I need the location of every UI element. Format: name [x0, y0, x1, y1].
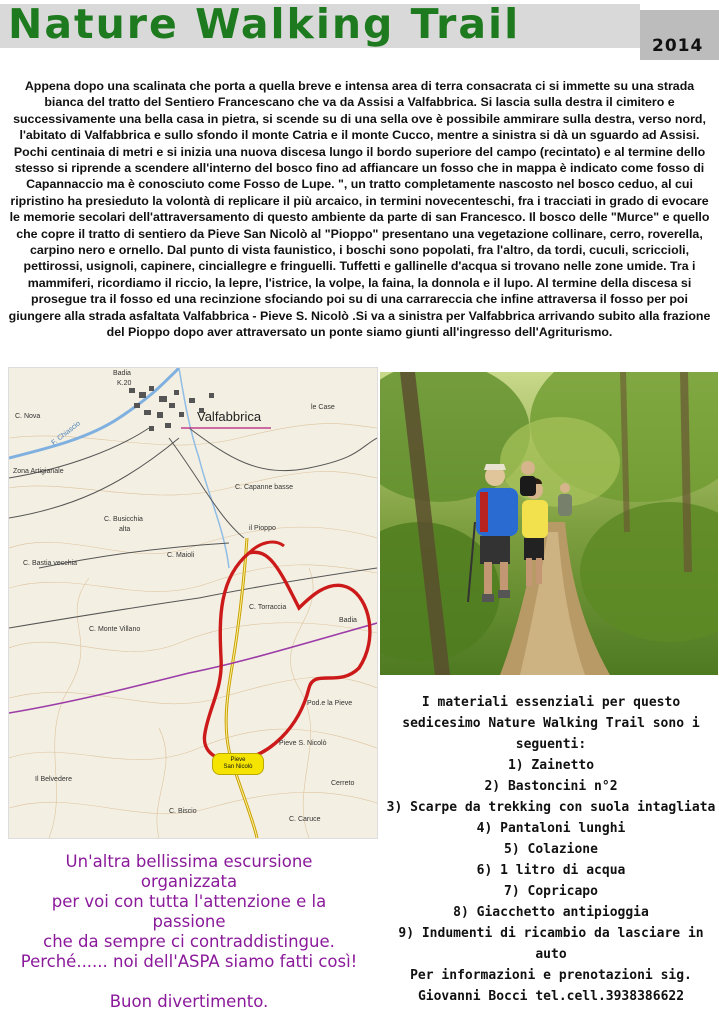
materials-list	[384, 692, 718, 1007]
map-town-label: Valfabbrica	[197, 409, 262, 424]
map-label-k20: K.20	[117, 380, 132, 387]
map-label-pieve: Pod.e la Pieve	[307, 700, 353, 707]
materials-item: 7) Copricapo	[504, 884, 598, 899]
contact-line-1: Per informazioni e prenotazioni sig.	[410, 968, 692, 983]
materials-item: 9) Indumenti di ricambio da lasciare in auto	[398, 926, 704, 962]
materials-item: 5) Colazione	[504, 842, 598, 857]
map-label-alta: alta	[119, 526, 131, 533]
map-label-caruce: C. Caruce	[289, 816, 321, 823]
pieve-san-nicolo-tag	[212, 753, 264, 775]
promo-line-3: per voi con tutta l'attenzione e la	[51, 892, 327, 911]
pieve-tag-line2: San Nicolò	[223, 764, 253, 770]
map-label-case: le Case	[311, 404, 335, 411]
map-label-belvedere: Il Belvedere	[35, 776, 72, 783]
promo-line-6: Perché...... noi dell'ASPA siamo fatti così!	[20, 952, 358, 971]
map-label-bastia: C. Bastia vecchia	[23, 560, 78, 567]
map-label-chiascio: F. Chiascio	[50, 420, 82, 447]
promo-closing: Buon divertimento.	[109, 992, 269, 1011]
pieve-tag-line1: Pieve	[230, 757, 246, 763]
map-label-maioli: C. Maioli	[167, 552, 195, 559]
map-label-badia2: Badia	[339, 617, 357, 624]
materials-item: 8) Giacchetto antipioggia	[453, 905, 649, 920]
trail-map	[8, 367, 378, 839]
materials-intro: I materiali essenziali per questo sedicesimo Nature Walking Trail sono i seguenti:	[402, 695, 700, 752]
map-label-pievesn: Pieve S. Nicolò	[279, 740, 327, 747]
map-label-capanne: C. Capanne basse	[235, 484, 293, 491]
page-title: Nature Walking Trail	[8, 0, 521, 48]
map-label-zona: Zona Artigianale	[13, 468, 64, 475]
map-label-biscio: C. Biscio	[169, 808, 197, 815]
intro-paragraph: Appena dopo una scalinata che porta a quella breve e intensa area di terra consacrata ci si immette su una strada bianca del tratto del Sentiero Francescano che va da Assisi a Valfabbrica. Si lascia sulla destra il cimitero e successivamente una bella casa in pietra, si scende su di una sella ove è possibile ammirare sulla destra, verso nord, l'abitato di Valfabbrica e sullo sfondo il monte Catria e il monte Cucco, mentre a sinistra si dà un sguardo ad Assisi. Pochi centinaia di metri e si inizia una nuova discesa lungo il bordo superiore del campo (recintato) e al termine dello stesso si riprende a scendere all'interno del bosco fino ad affiancare un fosso che in mappa è indicato come fosso di Capannaccio ma è conosciuto come Fosso de Lupe. ", un tratto completamente nascosto nel bosco ceduo, al cui ripristino ha presieduto la volontà di replicare il più arcaico, in termini novecenteschi, fra i tracciati in grado di evocare le memorie secolari dell'attraversamento di questo ambiente da parte di san Francesco. Il bosco delle "Murce" e quello che copre il tratto di sentiero da Pieve San Nicolò al "Pioppo" presentano una vegetazione collinare, cerro, roverella, carpino nero e ornello. Dal punto di vista faunistico, i boschi sono popolati, fra l'altro, da tordi, cuculi, scriccioli, pettirossi, usignoli, capinere, cinciallegre e fringuelli. Tuffetti e gallinelle d'acqua si trovano nelle zone umide. Tra i mammiferi, ricordiamo il riccio, la lepre, l'istrice, la volpe, la faina, la donnola e il lupo. Al termine della discesa si prosegue tra il fosso ed una recinzione sfociando poi su di una carrareccia che infine attraversa il fosso per poi giungere alla strada asfaltata Valfabbrica - Pieve S. Nicolò .Si va a sinistra per Valfabbrica arrivando subito alla frazione del Pioppo dopo aver attraversato un ponte siamo giunti all'ingresso dell'Agriturismo.	[8, 79, 711, 340]
map-label-nova: C. Nova	[15, 413, 41, 420]
map-label-badia: Badia	[113, 370, 131, 377]
map-label-torraccia: C. Torraccia	[249, 604, 287, 611]
map-label-cerreto: Cerreto	[331, 780, 355, 787]
materials-item: 4) Pantaloni lunghi	[476, 821, 626, 836]
hikers-photo-drawing	[380, 372, 718, 675]
promo-line-5: che da sempre ci contraddistingue.	[43, 932, 335, 951]
map-label-villano: C. Monte Villano	[89, 626, 141, 633]
promo-line-4: passione	[152, 912, 226, 931]
promo-text	[5, 852, 373, 1012]
promo-line-2: organizzata	[140, 872, 238, 891]
map-label-pioppo: il Pioppo	[249, 525, 276, 532]
contact-line-2: Giovanni Bocci tel.cell.3938386622	[417, 989, 685, 1004]
map-label-busicchia: C. Busicchia	[104, 516, 143, 523]
promo-line-1: Un'altra bellissima escursione	[65, 852, 313, 871]
materials-item: 1) Zainetto	[507, 758, 595, 773]
year-label: 2014	[652, 36, 704, 56]
materials-item: 6) 1 litro di acqua	[476, 863, 626, 878]
hikers-photo	[380, 372, 718, 675]
materials-item: 3) Scarpe da trekking con suola intagliata	[386, 800, 716, 815]
materials-item: 2) Bastoncini n°2	[484, 779, 618, 794]
